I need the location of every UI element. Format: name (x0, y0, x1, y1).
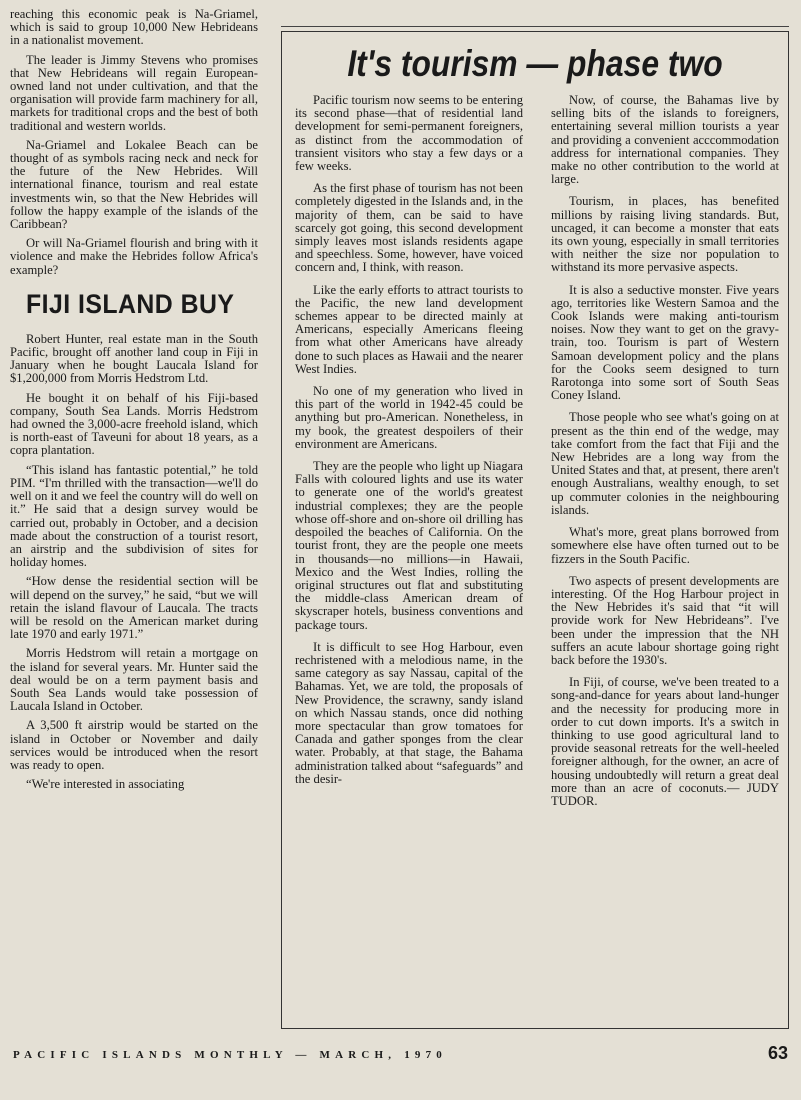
paragraph: Robert Hunter, real estate man in the South Pacific, brought off another land coup in Fiji in January when he bought Laucala Island for $1,200,000 from Morris Hedstrom Ltd. (10, 331, 258, 386)
paragraph: “We're interested in associating (26, 777, 185, 792)
article-column-1 (295, 94, 523, 1019)
paragraph: Morris Hedstrom will retain a mortgage on the island for several years. Mr. Hunter said the deal would be on a term payment basis and South Sea Lands would take possession of Laucala Island in October. (10, 646, 258, 714)
paragraph: In Fiji, of course, we've been treated to a song-and-dance for years about land-hunger and the necessity for producing more in order to cut down imports. It's a switch in thinking to use good agricultural land to provide seasonal retreats for the well-heeled foreigner although, for the owner, an acre of housing undoubtedly will return a great deal more than an acre of coconuts.— JUDY TUDOR. (551, 675, 779, 808)
paragraph: Tourism, in places, has benefited millions by raising living standards. But, uncaged, it can become a monster that eats its own young, especially in small territories with neither the size nor population to withstand its more pervasive aspects. (551, 194, 779, 275)
left-column (10, 8, 258, 1032)
masthead-footer: PACIFIC ISLANDS MONTHLY — MARCH, 1970 (13, 1049, 448, 1061)
paragraph: The leader is Jimmy Stevens who promises that New Hebrideans will regain European-owned land not under cultivation, and that the organisation will provide farm machinery for all, markets for traditional crops and the best of both traditional and western worlds. (10, 52, 258, 133)
fiji-headline: FIJI ISLAND BUY (26, 288, 235, 319)
article-box (281, 31, 789, 1029)
paragraph: They are the people who light up Niagara Falls with coloured lights and use its water to generate one of the world's greatest industrial complexes; they are the people whose off-shore and on-shore oil drilling has despoiled the beaches of California. On the tourist front, they are the people one meets in thousands—no millions—in Hawaii, Mexico and the West Indies, rolling the original structures out flat and substituting the middle-class American dream of skyscraper hotels, business conventions and package tours. (295, 459, 523, 632)
page-number: 63 (768, 1043, 789, 1063)
paragraph: “How dense the residential section will be will depend on the survey,” he said, “but we will retain the island flavour of Laucala. The tracts will be resold on the American market during late 1970 and early 1971.” (10, 574, 258, 642)
paragraph: “This island has fantastic potential,” he told PIM. “I'm thrilled with the transaction—we'll do well on it and we feel the country will do well on it.” He said that a design survey would be carried out, probably in October, and a decision made about the construction of a tourist resort, an airstrip and the subdivision of sites for holiday homes. (10, 462, 258, 570)
paragraph: Pacific tourism now seems to be entering its second phase—that of residential land development for semi-permanent foreigners, as distinct from the accommodation of transient visitors who stay a few days or a few weeks. (295, 94, 523, 174)
paragraph: Now, of course, the Bahamas live by selling bits of the islands to foreigners, entertaining several million tourists a year and providing a convenient acccommodation address for international companies. They make no other contribution to the world at large. (551, 94, 779, 187)
paragraph: As the first phase of tourism has not been completely digested in the Islands and, in the majority of them, can be said to have scarcely got going, this second development simply leaves most islands residents agape and speechless. Some, however, have voiced concern and, I think, with reason. (295, 181, 523, 275)
paragraph: What's more, great plans borrowed from somewhere else have often turned out to be fizzers in the South Pacific. (551, 525, 779, 566)
paragraph: A 3,500 ft airstrip would be started on the island in October or November and daily services would be introduced when the resort was ready to open. (10, 718, 258, 772)
paragraph: Like the early efforts to attract tourists to the Pacific, the new land development schemes appear to be directed mainly at Americans, especially Americans fleeing from what other Americans have already done to such places as Hawaii and the nearer West Indies. (295, 282, 523, 376)
paragraph: It is also a seductive monster. Five years ago, territories like Western Samoa and the Cook Islands were making anti-tourism noises. Now they want to get on the gravy-train, too. Tourism is part of Western Samoan development policy and the plans for the Cooks seem designed to turn Rarotonga into some sort of South Seas Coney Island. (551, 282, 779, 403)
paragraph: reaching this economic peak is Na-Griamel, which is said to group 10,000 New Hebrideans in a nationalist movement. (10, 8, 258, 48)
top-rule (281, 26, 789, 27)
article-column-2 (551, 94, 779, 1019)
paragraph: It is difficult to see Hog Harbour, even rechristened with a melodious name, in the same category as say Nassau, capital of the Bahamas. Yet, we are told, the proposals of New Providence, the scrawny, sandy island on which Nassau stands, once did nothing more spectacular than grow tomatoes for Canada and gather sponges from the clear water. Probably, at that stage, the Bahama administration talked about “safeguards” and the desir- (295, 639, 523, 786)
paragraph: Or will Na-Griamel flourish and bring with it violence and make the Hebrides follow Africa's example? (10, 236, 258, 277)
paragraph: Those people who see what's going on at present as the thin end of the wedge, may take comfort from the fact that Fiji and the New Hebrides are a long way from the United States and that, at present, there aren't enough Australians, wealthy enough, to set up commuter colonies in the neighbouring islands. (551, 410, 779, 517)
paragraph: Na-Griamel and Lokalee Beach can be thought of as symbols racing neck and neck for the future of the New Hebrides. Will international finance, tourism and real estate investments win, so that the New Hebrides will follow the happy example of the islands of the Caribbean? (10, 137, 258, 232)
paragraph: He bought it on behalf of his Fiji-based company, South Sea Lands. Morris Hedstrom had owned the 3,000-acre freehold island, which is north-east of Taveuni for about 18 years, as a copra plantation. (10, 390, 258, 458)
article-title: It's tourism — phase two (347, 43, 723, 84)
paragraph: Two aspects of present developments are interesting. Of the Hog Harbour project in the New Hebrides it's said that “it will provide work for New Hebrideans”. I've been under the impression that the NH suffers an acute labour shortage going right back before the 1930's. (551, 573, 779, 667)
paragraph: No one of my generation who lived in this part of the world in 1942-45 could be anything but pro-American. Nonetheless, in my book, the greatest despoilers of their environment are Americans. (295, 384, 523, 451)
